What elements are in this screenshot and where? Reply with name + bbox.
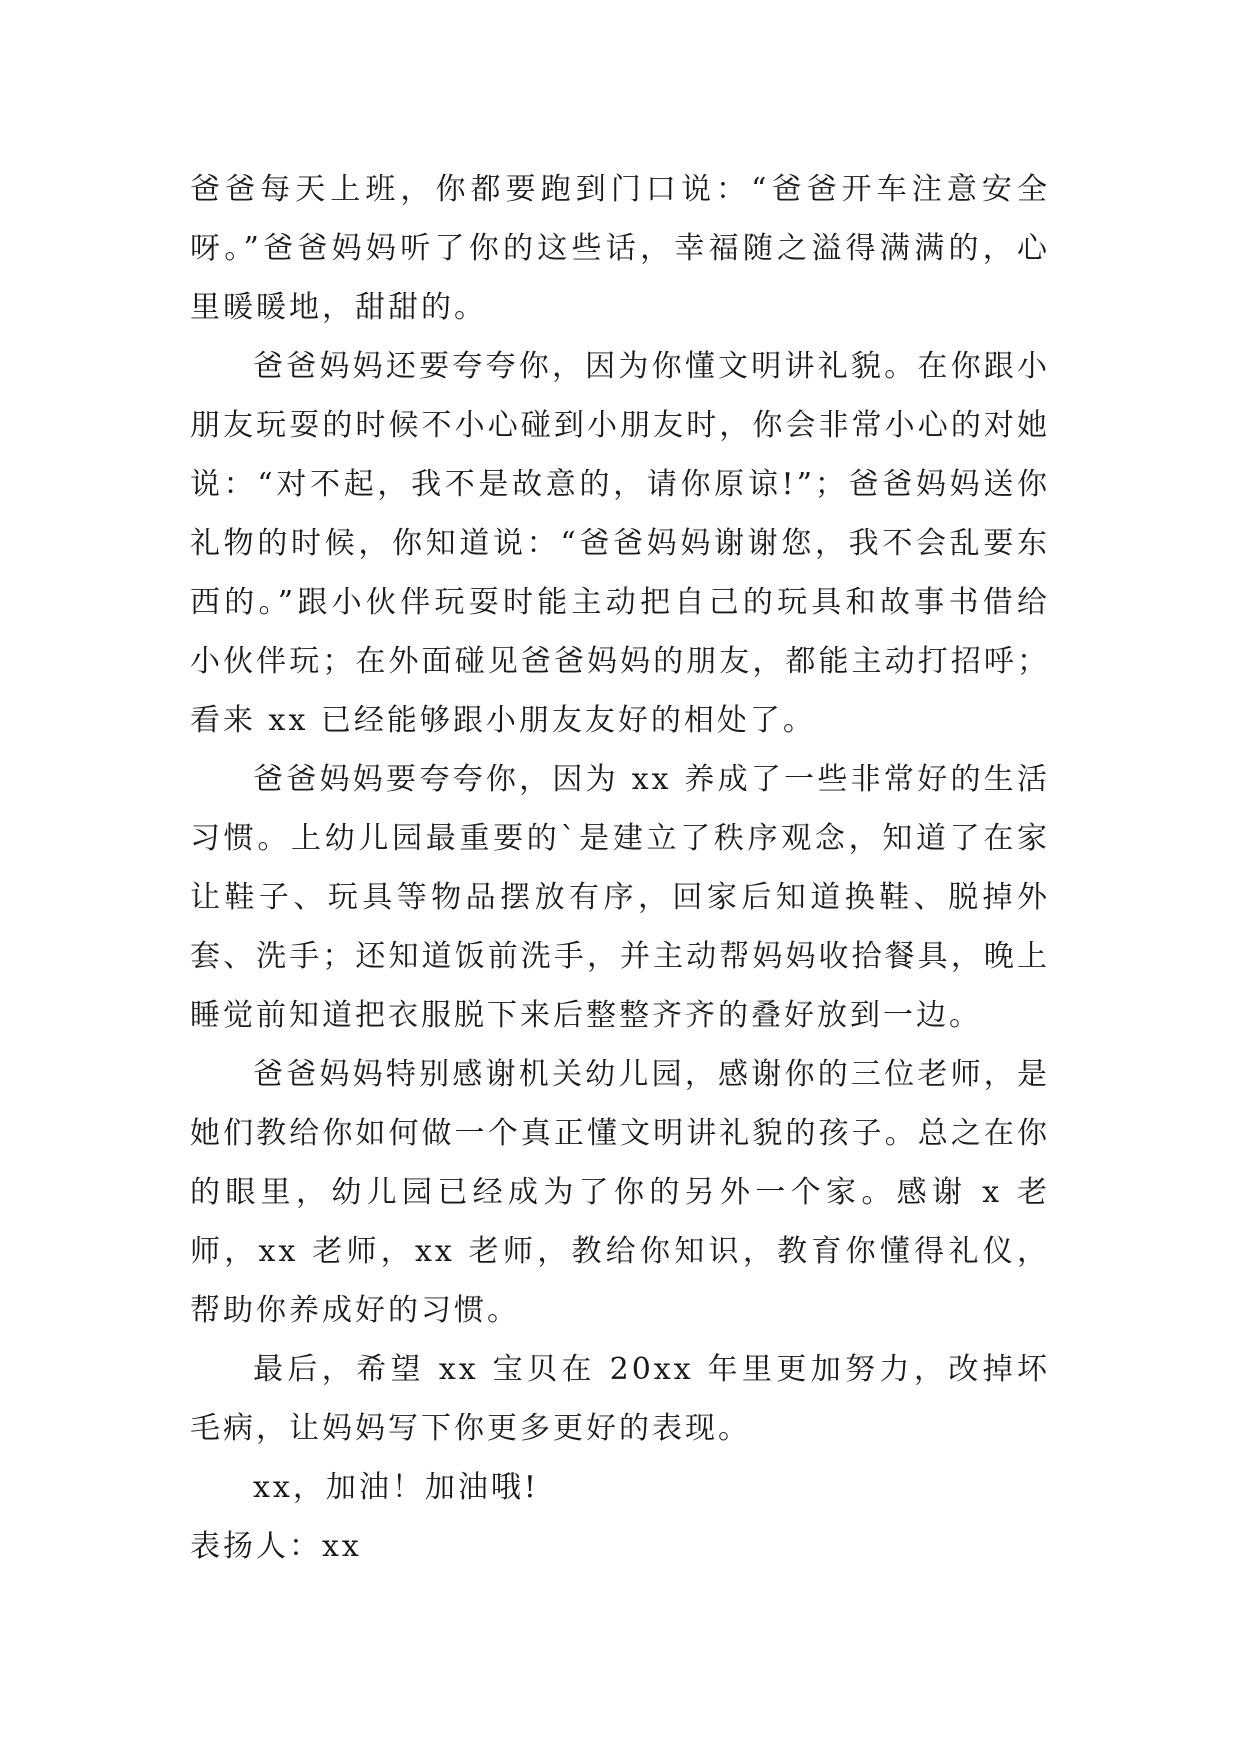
- signature-line: 表扬人：xx: [190, 1529, 362, 1564]
- paragraph-4: 爸爸妈妈特别感谢机关幼儿园，感谢你的三位老师，是她们教给你如何做一个真正懂文明讲礼貌的孩子。总之在你的眼里，幼儿园已经成为了你的另外一个家。感谢 x 老师，xx 老师，xx 老师，教给你知识，教育你懂得礼仪，帮助你养成好的习惯。: [190, 1057, 1050, 1328]
- paragraph-5: 最后，希望 xx 宝贝在 20xx 年里更加努力，改掉坏毛病，让妈妈写下你更多更好的表现。: [190, 1352, 1050, 1446]
- paragraph-2: 爸爸妈妈还要夸夸你，因为你懂文明讲礼貌。在你跟小朋友玩耍的时候不小心碰到小朋友时，你会非常小心的对她说：“对不起，我不是故意的，请你原谅!”；爸爸妈妈送你礼物的时候，你知道说：“爸爸妈妈谢谢您，我不会乱要东西的。”跟小伙伴玩耍时能主动把自己的玩具和故事书借给小伙伴玩；在外面碰见爸爸妈妈的朋友，都能主动打招呼；看来 xx 已经能够跟小朋友友好的相处了。: [190, 349, 1050, 738]
- paragraph-1: 爸爸每天上班，你都要跑到门口说：“爸爸开车注意安全呀。”爸爸妈妈听了你的这些话，幸福随之溢得满满的，心里暖暖地，甜甜的。: [190, 172, 1050, 325]
- closing-line: xx，加油！加油哦!: [253, 1470, 539, 1505]
- document-body: [190, 160, 1050, 1576]
- paragraph-3: 爸爸妈妈要夸夸你，因为 xx 养成了一些非常好的生活习惯。上幼儿园最重要的`是建立了秩序观念，知道了在家让鞋子、玩具等物品摆放有序，回家后知道换鞋、脱掉外套、洗手；还知道饭前洗手，并主动帮妈妈收拾餐具，晚上睡觉前知道把衣服脱下来后整整齐齐的叠好放到一边。: [190, 762, 1050, 1033]
